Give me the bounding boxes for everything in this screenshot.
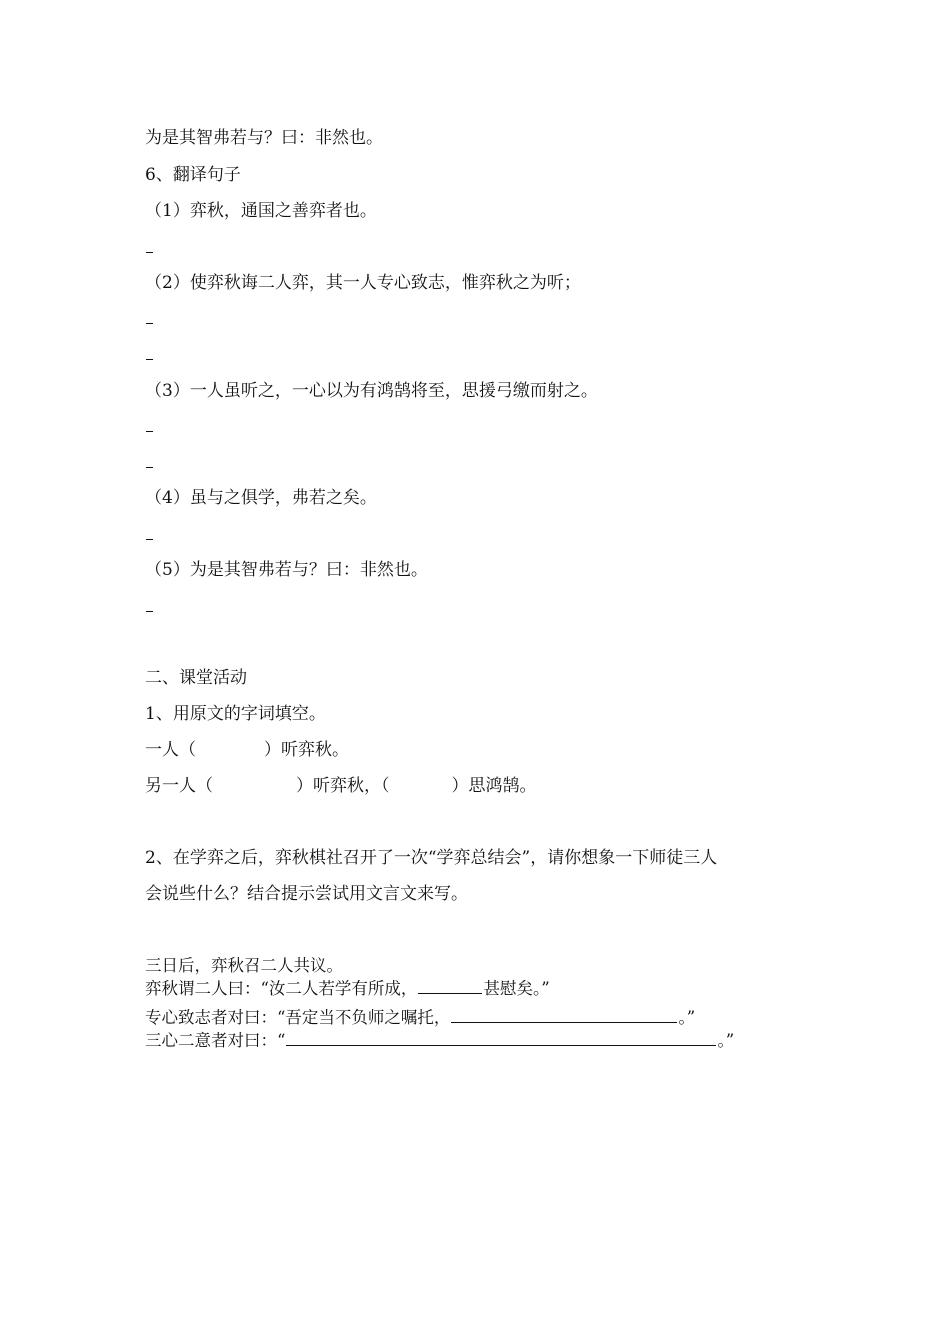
fill-blank-line <box>145 775 537 797</box>
dialogue-line <box>145 1029 734 1051</box>
translation-item: （4）虽与之俱学，弗若之矣。 <box>145 488 377 508</box>
dialogue-text: 。” <box>717 1031 735 1050</box>
question-text: 会说些什么？结合提示尝试用文言文来写。 <box>145 884 468 904</box>
dialogue-line: 三日后，弈秋召二人共议。 <box>145 956 343 975</box>
dialogue-text: 弈秋谓二人曰：“汝二人若学有所成， <box>145 979 418 998</box>
translation-item: （3）一人虽听之，一心以为有鸿鹄将至，思援弓缴而射之。 <box>145 381 598 401</box>
dialogue-blank-3[interactable] <box>286 1029 716 1046</box>
answer-line[interactable] <box>146 252 153 253</box>
translation-item: （2）使弈秋诲二人弈，其一人专心致志，惟弈秋之为听； <box>145 273 581 293</box>
fill-text: ）思鸿鹄。 <box>451 776 537 796</box>
text-line: 为是其智弗若与？曰：非然也。 <box>145 128 383 148</box>
dialogue-line <box>145 977 550 999</box>
fill-text: 一人（ <box>145 740 196 760</box>
fill-text: 另一人（ <box>145 776 213 796</box>
translation-item: （5）为是其智弗若与？曰：非然也。 <box>145 560 428 580</box>
answer-line[interactable] <box>146 611 153 612</box>
fill-text: ）听弈秋。 <box>264 740 349 760</box>
section-heading: 二、课堂活动 <box>145 668 247 688</box>
answer-line[interactable] <box>146 539 153 540</box>
translation-item: （1）弈秋，通国之善弈者也。 <box>145 201 377 221</box>
answer-line[interactable] <box>146 467 153 468</box>
question-text: 2、在学弈之后，弈秋棋社召开了一次“学弈总结会”，请你想象一下师徒三人 <box>145 848 718 868</box>
dialogue-text: 。” <box>678 1008 696 1027</box>
answer-line[interactable] <box>146 359 153 360</box>
dialogue-blank-2[interactable] <box>451 1006 677 1023</box>
question-heading: 6、翻译句子 <box>145 165 241 185</box>
question-heading: 1、用原文的字词填空。 <box>145 704 326 724</box>
dialogue-blank-1[interactable] <box>418 977 482 994</box>
answer-line[interactable] <box>146 323 153 324</box>
answer-line[interactable] <box>146 431 153 432</box>
dialogue-text: 甚慰矣。” <box>483 979 550 998</box>
dialogue-line <box>145 1006 695 1028</box>
fill-blank-line <box>145 739 349 761</box>
dialogue-text: 专心致志者对曰：“吾定当不负师之嘱托， <box>145 1008 451 1027</box>
dialogue-text: 三心二意者对曰：“ <box>145 1031 286 1050</box>
fill-text: ）听弈秋，（ <box>296 776 390 796</box>
